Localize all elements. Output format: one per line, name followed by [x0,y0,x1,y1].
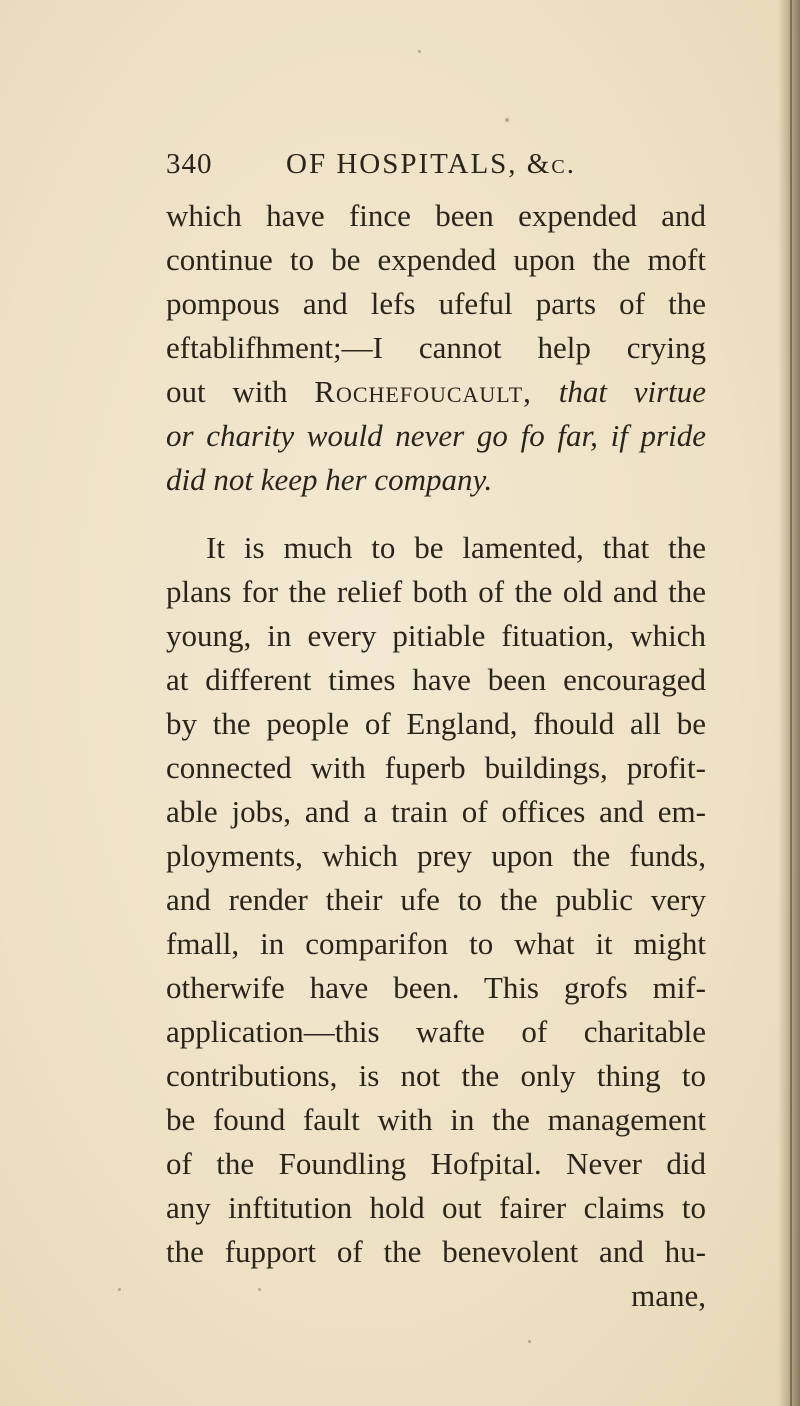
paper-speck [118,1288,121,1291]
text-line: able jobs, and a train of offices and em- [166,794,706,829]
text-line: otherwife have been. This grofs mif- [166,970,706,1005]
quote-line: did not keep her company. [166,462,493,497]
text-line: young, in every pitiable fituation, which [166,618,706,653]
text-line: at different times have been encouraged [166,662,706,697]
paper-speck [258,1288,261,1291]
text-line: any inftitution hold out fairer claims to [166,1190,706,1225]
quote-line: or charity would never go fo far, if pride [166,418,706,453]
text-segment: out with [166,374,288,409]
catchword: mane, [631,1278,706,1313]
text-line: the fupport of the benevolent and hu- [166,1234,706,1269]
author-name: Rochefoucault, [314,374,532,409]
text-line: by the people of England, fhould all be [166,706,706,741]
text-line: application—this wafte of charitable [166,1014,706,1049]
page-header [166,148,726,188]
text-line: fmall, in comparifon to what it might [166,926,706,961]
quote-italic: that virtue [558,374,707,409]
text-line: ployments, which prey upon the funds, [166,838,706,873]
text-line: plans for the relief both of the old and the [166,574,706,609]
text-line-mixed [166,374,706,414]
paper-speck [528,1340,531,1343]
text-line: and render their ufe to the public very [166,882,706,917]
text-line: contributions, is not the only thing to [166,1058,706,1093]
running-head: OF HOSPITALS, &c. [286,148,576,180]
text-line: connected with fuperb buildings, profit- [166,750,706,785]
text-line: continue to be expended upon the moft [166,242,706,277]
text-line: pompous and lefs ufeful parts of the [166,286,706,321]
paper-speck [418,50,421,53]
page-edge-line [790,0,792,1406]
text-line: of the Foundling Hofpital. Never did [166,1146,706,1181]
text-line: It is much to be lamented, that the [206,530,706,565]
paper-speck [505,118,509,122]
text-line: which have fince been expended and [166,198,706,233]
text-line: eftablifhment;—I cannot help crying [166,330,706,365]
page-edge-shadow [778,0,800,1406]
page-number: 340 [166,148,213,180]
text-line: be found fault with in the management [166,1102,706,1137]
